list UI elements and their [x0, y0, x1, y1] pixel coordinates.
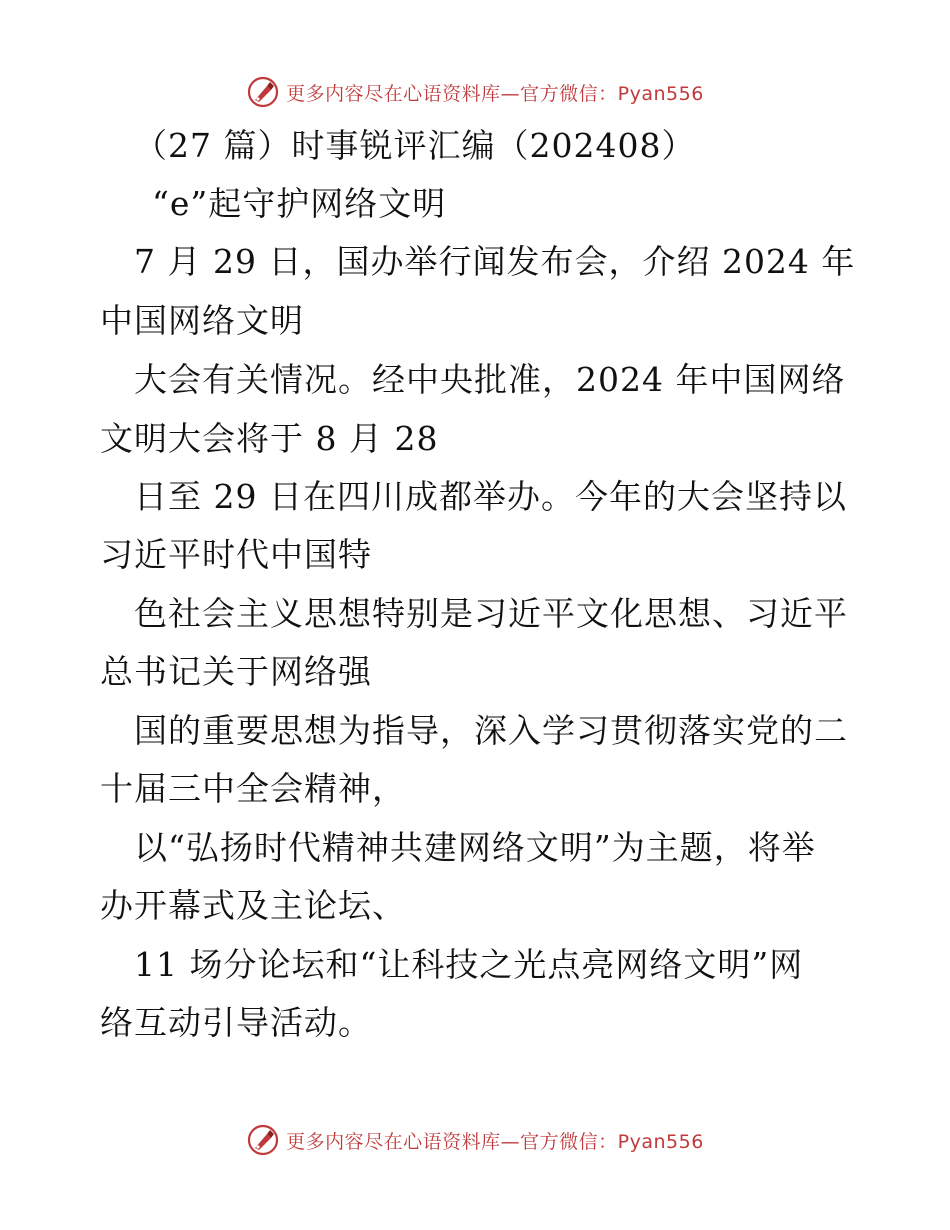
- header-watermark-text: 更多内容尽在心语资料库—官方微信：Pyan556: [286, 82, 704, 105]
- paragraph-line: 十届三中全会精神，: [100, 769, 406, 808]
- paragraph-line: 11 场分论坛和“让科技之光点亮网络文明”网: [134, 945, 804, 984]
- document-subtitle: “e”起守护网络文明: [152, 184, 447, 223]
- paragraph-line: 大会有关情况。经中央批准，2024 年中国网络: [134, 360, 846, 399]
- paragraph-line: 习近平时代中国特: [100, 535, 372, 574]
- paragraph-line: 络互动引导活动。: [100, 1003, 372, 1042]
- header-watermark: [0, 72, 950, 112]
- paragraph-line: 7 月 29 日，国办举行闻发布会，介绍 2024 年: [134, 242, 856, 281]
- footer-watermark-text: 更多内容尽在心语资料库—官方微信：Pyan556: [286, 1130, 704, 1153]
- pen-nib-logo-icon: [246, 75, 280, 109]
- paragraph-line: 中国网络文明: [100, 301, 304, 340]
- paragraph-line: 色社会主义思想特别是习近平文化思想、习近平: [134, 594, 848, 633]
- document-title: （27 篇）时事锐评汇编（202408）: [134, 126, 696, 165]
- paragraph-line: 国的重要思想为指导，深入学习贯彻落实党的二: [134, 711, 848, 750]
- paragraph-line: 文明大会将于 8 月 28: [100, 419, 439, 458]
- paragraph-line: 日至 29 日在四川成都举办。今年的大会坚持以: [134, 477, 847, 516]
- paragraph-line: 总书记关于网络强: [100, 652, 372, 691]
- footer-watermark: [0, 1120, 950, 1160]
- pen-nib-logo-icon: [246, 1123, 280, 1157]
- paragraph-line: 办开幕式及主论坛、: [100, 886, 406, 925]
- paragraph-line: 以“弘扬时代精神共建网络文明”为主题，将举: [134, 828, 816, 867]
